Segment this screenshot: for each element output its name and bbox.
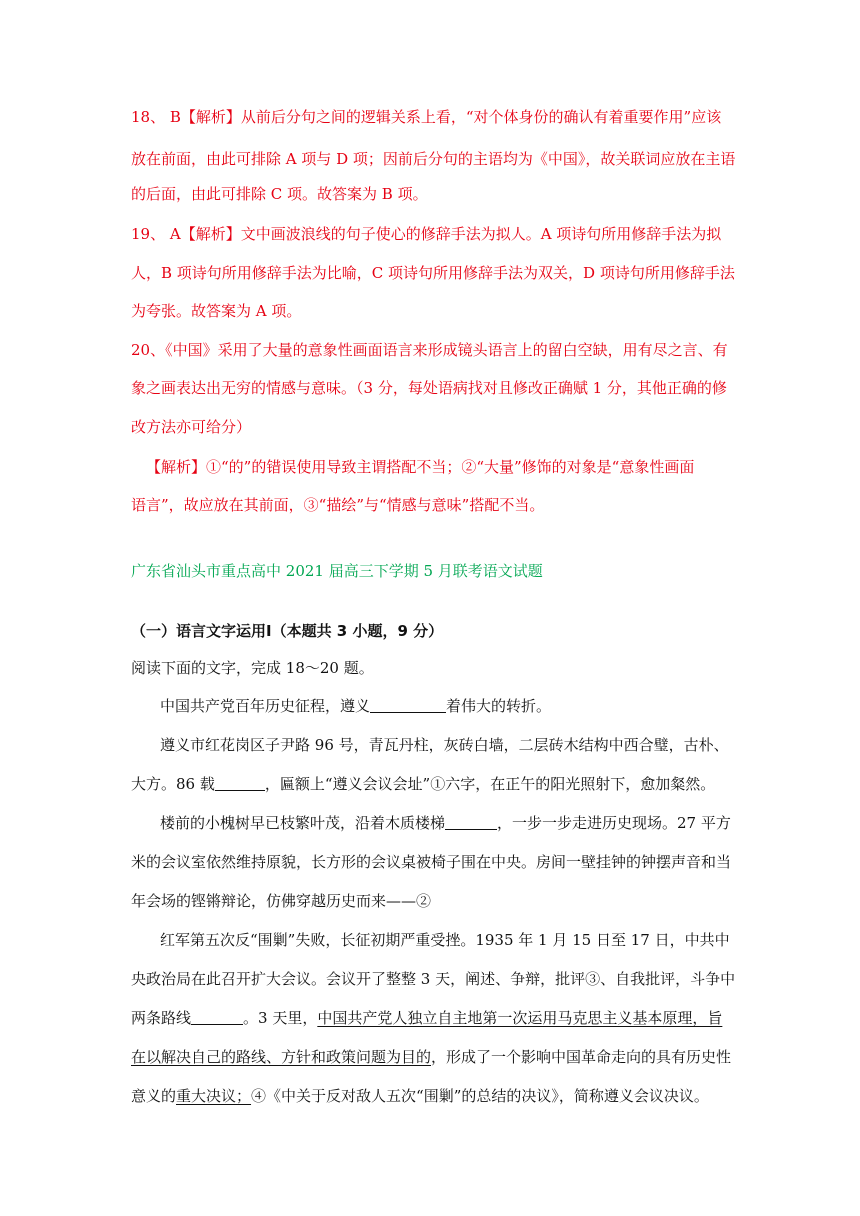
passage-text: 楼前的小槐树早已枝繁叶茂，沿着木质楼梯 [160,814,446,832]
passage-paragraph-4-line-4 [131,1046,731,1067]
passage-text: 着伟大的转折。 [446,697,552,715]
answer-20-line-2: 象之画表达出无穷的情感与意味。（3 分，每处语病找对且修改正确赋 1 分，其他正确的修 [131,379,727,397]
passage-paragraph-3-line-3: 年会场的铿锵辩论，仿佛穿越历史而来——② [131,892,432,910]
answer-19-line-3: 为夸张。故答案为 A 项。 [131,302,302,320]
passage-paragraph-4-line-3 [131,1007,722,1028]
answer-19-line-2: 人，B 项诗句所用修辞手法为比喻，C 项诗句所用修辞手法为双关，D 项诗句所用修辞手法 [131,264,735,282]
passage-text: 。3 天里， [243,1009,318,1027]
answer-20-analysis-line-1: 【解析】①“的”的错误使用导致主谓搭配不当；②“大量”修饰的对象是“意象性画面 [146,458,695,476]
passage-text: ，匾额上“遵义会议会址”①六字，在正午的阳光照射下，愈加粲然。 [264,775,716,793]
answer-20-line-1: 20、《中国》采用了大量的意象性画面语言来形成镜头语言上的留白空缺，用有尽之言、有 [131,341,728,359]
answer-blank [370,698,446,713]
answer-19-line-1: 19、 A【解析】文中画波浪线的句子使心的修辞手法为拟人。A 项诗句所用修辞手法为拟 [131,225,722,243]
passage-text: 大方。86 载 [131,775,215,793]
passage-paragraph-4-line-1: 红军第五次反“围剿”失败，长征初期严重受挫。1935 年 1 月 15 日至 17 日，中共中 [160,931,730,949]
passage-text: 两条路线 [131,1009,192,1027]
passage-paragraph-3-line-2: 米的会议室依然维持原貌，长方形的会议桌被椅子围在中央。房间一壁挂钟的钟摆声音和当 [131,853,732,871]
underlined-phrase: 重大决议； [176,1087,252,1105]
answer-20-line-3: 改方法亦可给分） [131,418,252,436]
answer-18-line-2: 放在前面，由此可排除 A 项与 D 项；因前后分句的主语均为《中国》，故关联词应放在主语 [131,150,736,168]
section-instruction: 阅读下面的文字，完成 18～20 题。 [131,659,374,677]
answer-18-line-1: 18、 B【解析】从前后分句之间的逻辑关系上看，“对个体身份的确认有着重要作用”应该 [131,108,722,126]
passage-text: ，形成了一个影响中国革命走向的具有历史性 [431,1048,732,1066]
passage-text: ，一步一步走进历史现场。27 平方 [497,814,731,832]
passage-text: 意义的 [131,1087,177,1105]
section-heading: （一）语言文字运用Ⅰ（本题共 3 小题，9 分） [131,622,444,640]
underlined-sentence: 中国共产党人独立自主地第一次运用马克思主义基本原理，旨 [317,1009,723,1027]
answer-18-line-3: 的后面，由此可排除 C 项。故答案为 B 项。 [131,185,428,203]
passage-paragraph-1 [160,695,551,716]
answer-blank [445,815,497,830]
passage-paragraph-4-line-2: 央政治局在此召开扩大会议。会议开了整整 3 天，阐述、争辩，批评③、自我批评，斗争中 [131,970,736,988]
passage-paragraph-3-line-1 [160,812,731,833]
passage-paragraph-2-line-1: 遵义市红花岗区子尹路 96 号，青瓦丹柱，灰砖白墙，二层砖木结构中西合璧，古朴、 [160,736,729,754]
answer-blank [215,776,265,791]
passage-paragraph-4-line-5 [131,1085,709,1106]
passage-text: ④《中关于反对敌人五次“围剿”的总结的决议》，简称遵义会议决议。 [251,1087,709,1105]
answer-20-analysis-line-2: 语言”，故应放在其前面，③“描绘”与“情感与意味”搭配不当。 [131,496,545,514]
answer-blank [191,1010,243,1025]
underlined-sentence: 在以解决自己的路线、方针和政策问题为目的 [131,1048,432,1066]
passage-text: 中国共产党百年历史征程，遵义 [160,697,371,715]
passage-paragraph-2-line-2 [131,773,715,794]
exam-title: 广东省汕头市重点高中 2021 届高三下学期 5 月联考语文试题 [131,562,543,580]
